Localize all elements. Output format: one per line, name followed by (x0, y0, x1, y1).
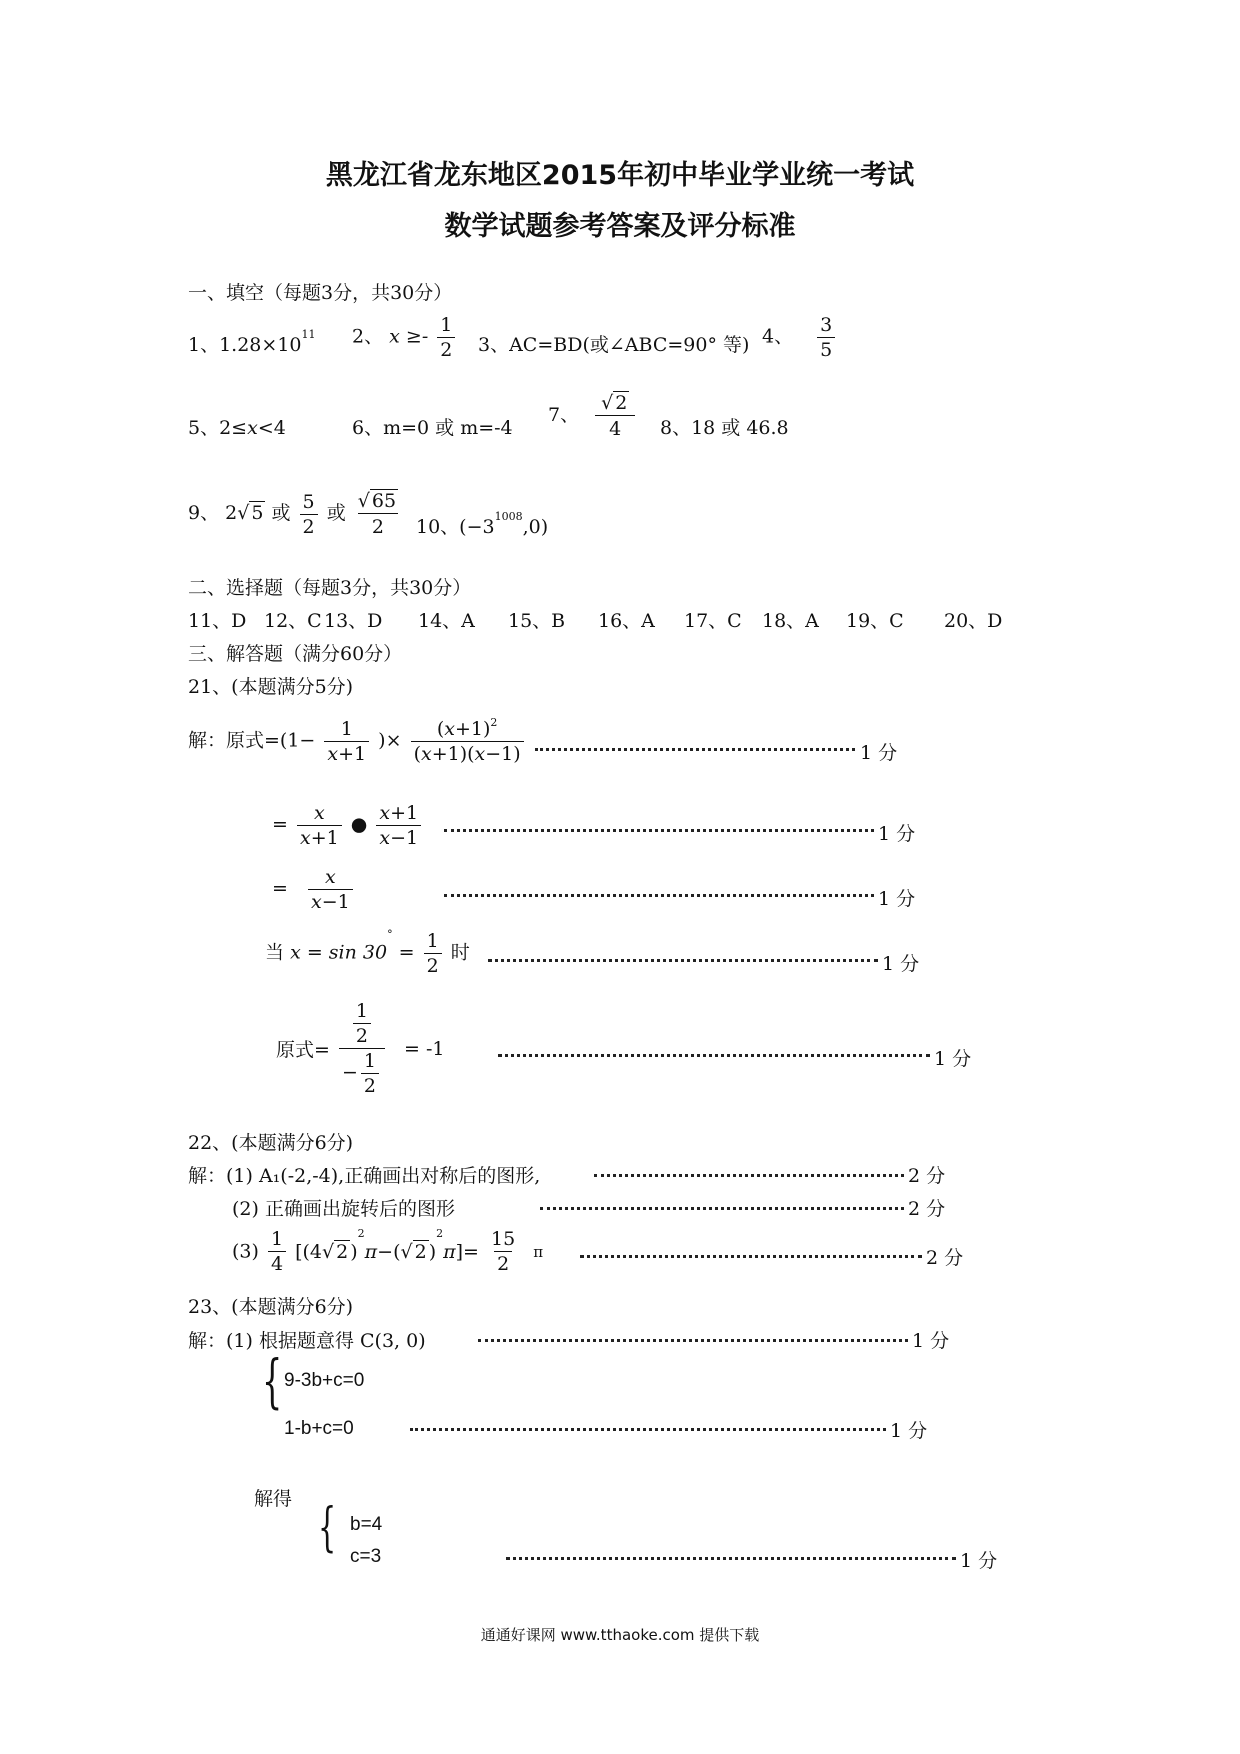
q23-part1-score: 1 分 (912, 1330, 950, 1352)
q21-heading: 21、(本题满分5分) (188, 676, 354, 698)
q21-step4-score: 1 分 (882, 953, 920, 975)
q3-answer: 3、AC=BD(或∠ABC=90° 等) (478, 334, 750, 356)
mc-answer-19: 19、C (846, 610, 904, 632)
q4-answer: 4、 $\frac{3}{5}$ (762, 314, 838, 361)
q7-answer: 7、 $\frac{√ 2}{4}$ (548, 392, 638, 440)
q21-step3-leader (444, 894, 874, 897)
q21-step5-leader (498, 1054, 930, 1057)
q22-part2-score: 2 分 (908, 1198, 946, 1220)
q23-equation1: 9-3b+c=0 (284, 1370, 365, 1391)
q23-solve-label: 解得 (254, 1488, 293, 1510)
q21-step1-score: 1 分 (860, 742, 898, 764)
mc-answer-12: 12、C (264, 610, 322, 632)
section1-heading: 一、填空（每题3分，共30分） (188, 282, 453, 304)
q21-step5-score: 1 分 (934, 1048, 972, 1070)
q9-answer: 9、 2√ 5 或 $\frac{5}{2}$ 或 $\frac{√ 65}{2}$ (188, 490, 397, 538)
q22-part3-score: 2 分 (926, 1247, 964, 1269)
section3-heading: 三、解答题（满分60分） (188, 643, 403, 665)
mc-answer-17: 17、C (684, 610, 742, 632)
q22-part1-score: 2 分 (908, 1165, 946, 1187)
q21-step5: 原式= $\frac{1}{2}$ − $\frac{1}{2}$ = -1 (276, 1000, 445, 1097)
q23-system-leader (410, 1428, 886, 1431)
mc-answer-11: 11、D (188, 610, 247, 632)
q23-system-brace: { (262, 1347, 283, 1415)
q23-part1: 解：(1) 根据题意得 C(3, 0) (188, 1330, 426, 1352)
mc-answer-16: 16、A (598, 610, 655, 632)
page-footer: 通通好课网 www.tthaoke.com 提供下载 (480, 1626, 760, 1644)
q23-part1-leader (478, 1339, 908, 1342)
q23-solution-c: c=3 (350, 1546, 382, 1567)
q23-equation2: 1-b+c=0 (284, 1418, 354, 1439)
q23-solution-score: 1 分 (960, 1550, 998, 1572)
q23-heading: 23、(本题满分6分) (188, 1296, 354, 1318)
q10-answer: 10、$(-3^{1008},0)$ (416, 510, 549, 538)
q8-answer: 8、18 或 46.8 (660, 417, 789, 439)
q22-heading: 22、(本题满分6分) (188, 1132, 354, 1154)
mc-answer-14: 14、A (418, 610, 475, 632)
q5-answer: 5、2≤x<4 (188, 417, 286, 439)
q21-step1: 解：原式=(1− $\frac{1}{x+1}$ )× $\frac{(x+1)^2}{(x+1)(x-1)}$ (188, 718, 527, 765)
q22-part1: 解：(1) A₁(-2,-4),正确画出对称后的图形, (188, 1165, 541, 1187)
q22-part3: (3) $\frac{1}{4}$ [(4√ 2 )$^2$π−(√ 2 )$^2$π]= $\frac{15}{2}$ π (232, 1227, 544, 1275)
q21-step4-leader (488, 959, 878, 962)
mc-answer-18: 18、A (762, 610, 819, 632)
q21-step2: = $\frac{x}{x+1}$ ● $\frac{x+1}{x-1}$ (272, 802, 424, 849)
mc-answer-13: 13、D (324, 610, 383, 632)
q21-step1-leader (535, 748, 855, 751)
q1-answer: 1、$1.28\times 10^{11}$ (188, 328, 316, 356)
q22-part1-leader (594, 1174, 904, 1177)
q21-step3: = $\frac{x}{x-1}$ (272, 866, 356, 913)
q2-answer: 2、 x ≥- $\frac{1}{2}$ (352, 314, 458, 361)
q6-answer: 6、m=0 或 m=-4 (352, 417, 513, 439)
doc-title-line2: 数学试题参考答案及评分标准 (444, 211, 796, 242)
section2-heading: 二、选择题（每题3分，共30分） (188, 577, 472, 599)
doc-title-line1: 黑龙江省龙东地区2015年初中毕业学业统一考试 (325, 160, 915, 191)
q21-step3-score: 1 分 (878, 888, 916, 910)
q23-solution-brace: { (318, 1498, 337, 1558)
mc-answer-20: 20、D (944, 610, 1003, 632)
q22-part2-leader (540, 1207, 904, 1210)
q22-part2: (2) 正确画出旋转后的图形 (232, 1198, 455, 1220)
q22-part3-leader (580, 1255, 922, 1258)
q21-step2-leader (444, 829, 874, 832)
q21-step2-score: 1 分 (878, 823, 916, 845)
q21-step4: 当 x = sin 30° = $\frac{1}{2}$ 时 (265, 928, 470, 977)
mc-answer-15: 15、B (508, 610, 566, 632)
q23-system-score: 1 分 (890, 1420, 928, 1442)
q23-solution-leader (506, 1557, 956, 1560)
q23-solution-b: b=4 (350, 1514, 383, 1535)
